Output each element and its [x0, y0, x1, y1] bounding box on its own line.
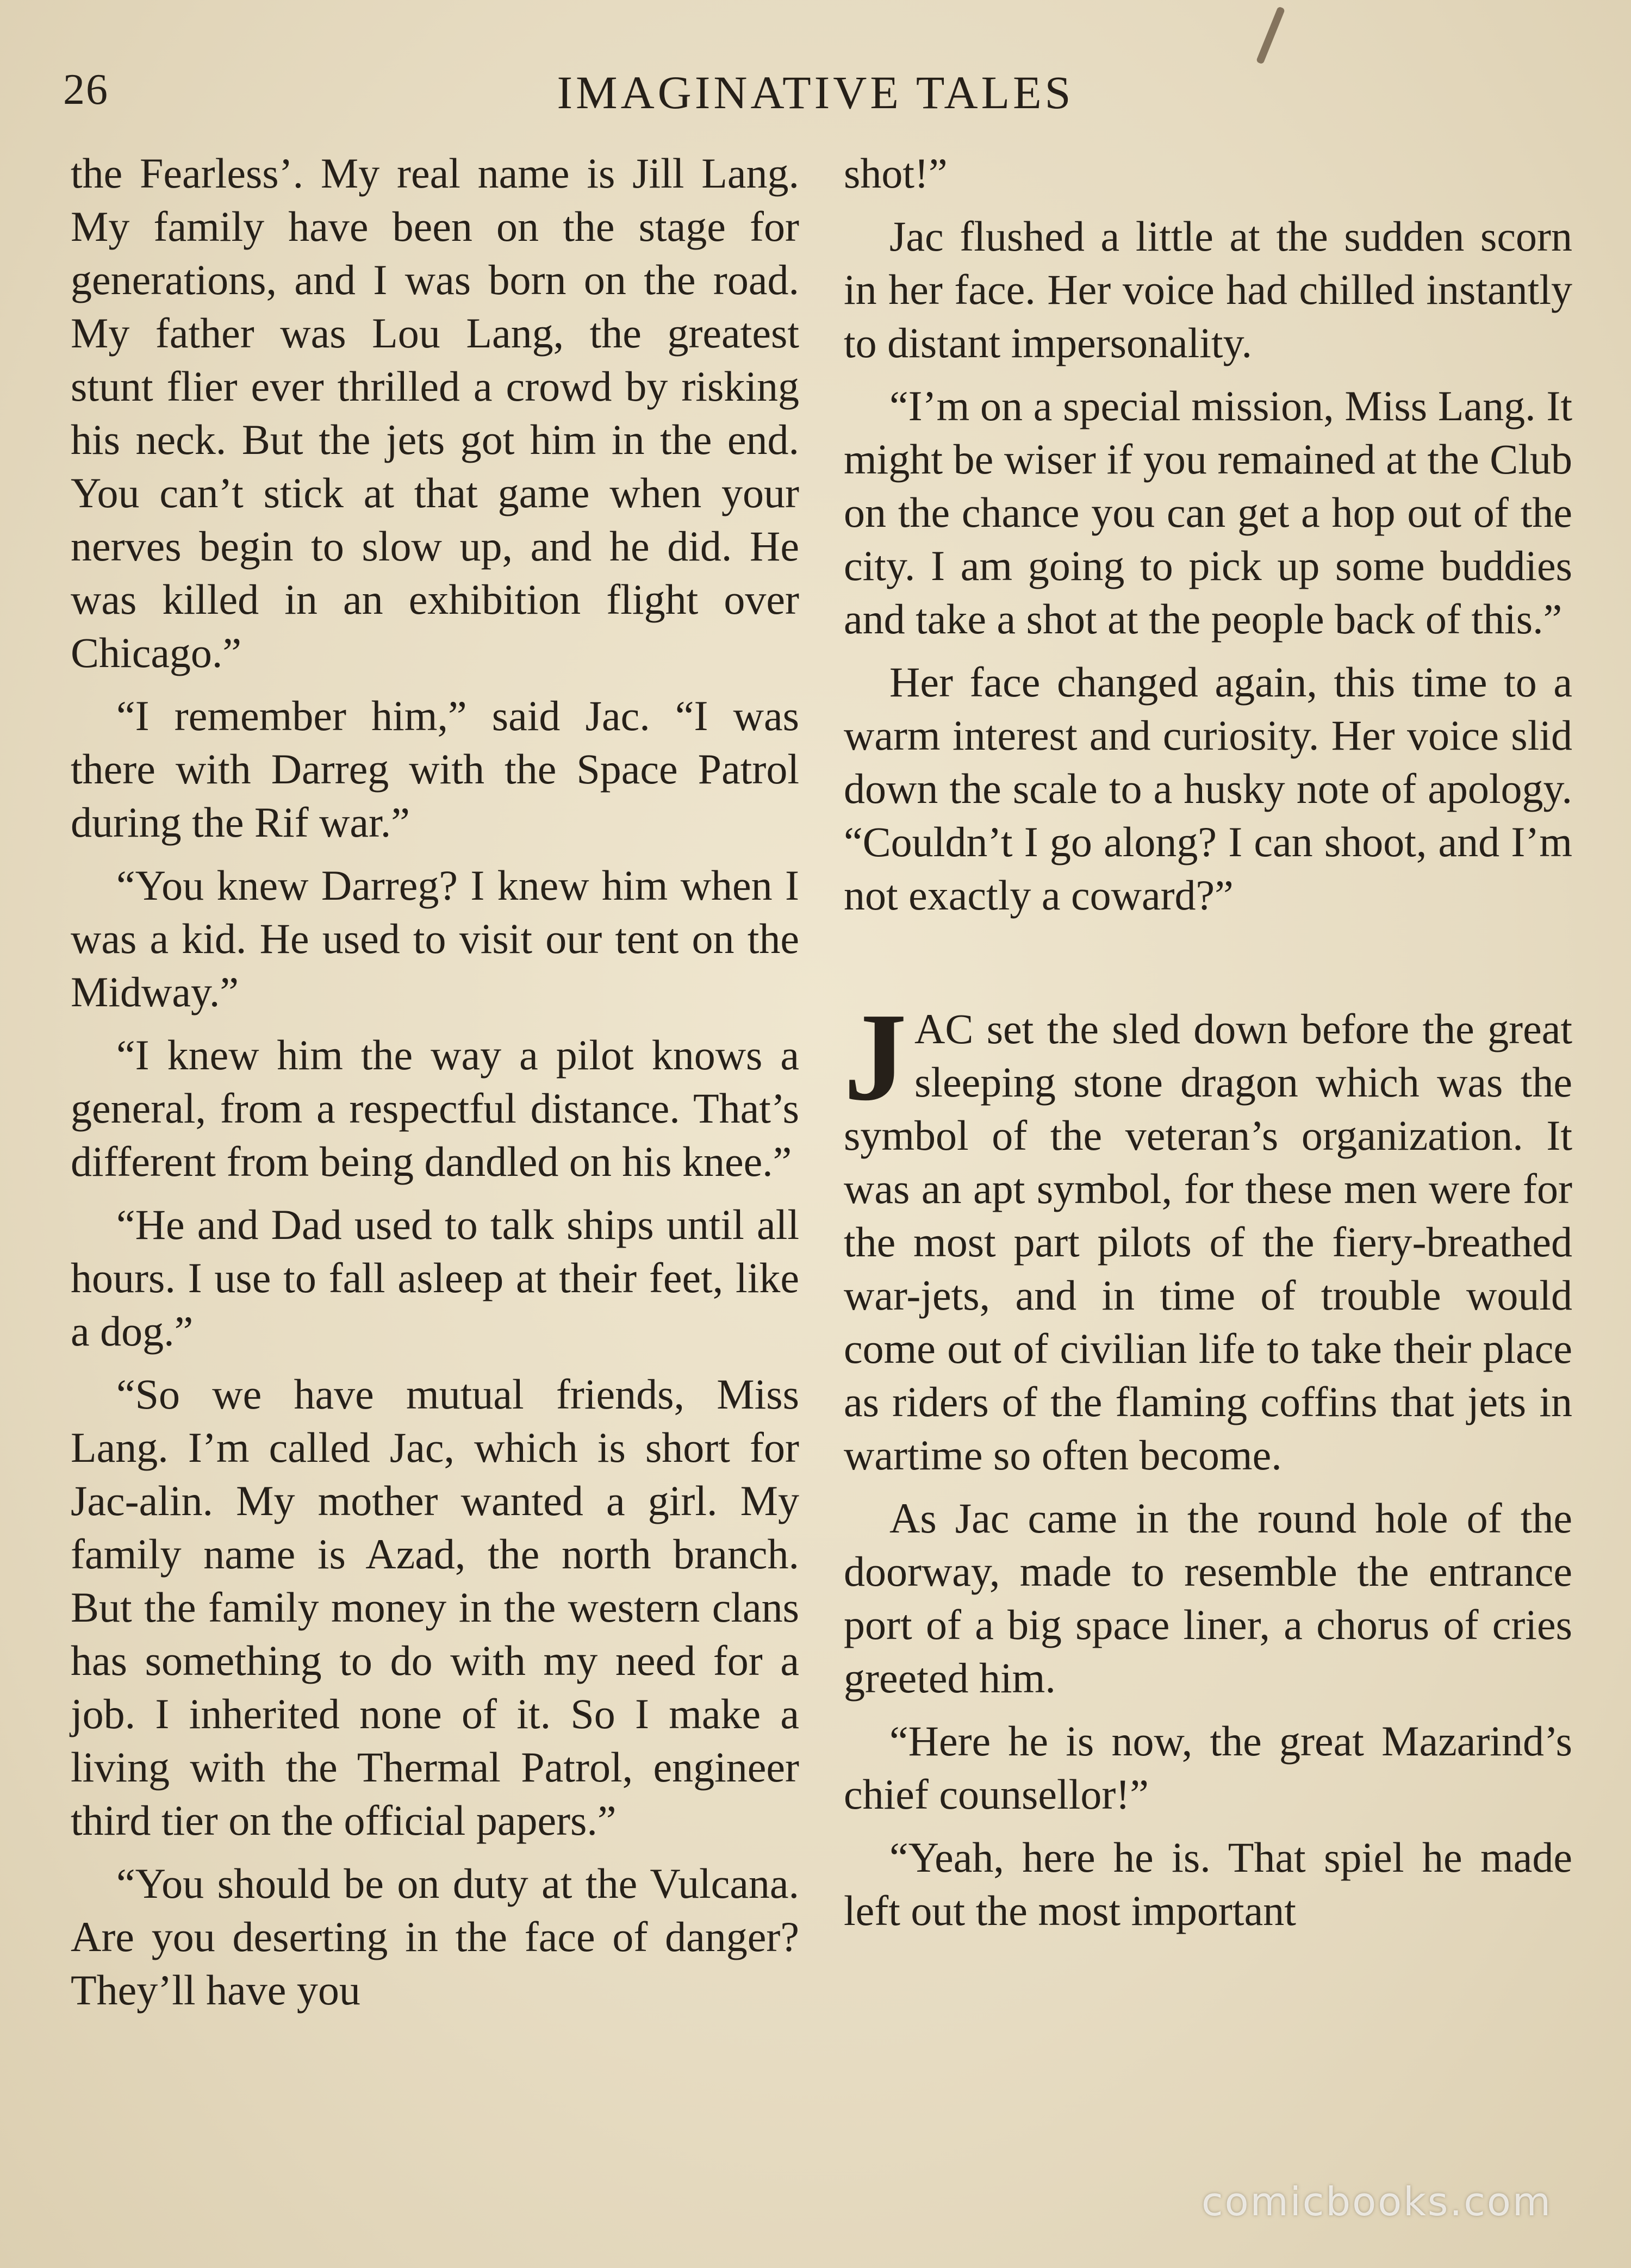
right-column — [844, 147, 1572, 1947]
paragraph: Her face changed again, this time to a warm interest and curiosity. Her voice slid down the scale to a husky note of apology. “Couldn’t I go along? I can shoot, and I’m not exactly a coward?” — [844, 658, 1572, 919]
paragraph: “Here he is now, the great Mazarind’s chief counsellor!” — [844, 1717, 1572, 1818]
paragraph: “Yeah, here he is. That spiel he made left out the most important — [844, 1834, 1572, 1934]
paragraph: Jac flushed a little at the sudden scorn in her face. Her voice had chilled instantly to distant impersonality. — [844, 213, 1572, 366]
paragraph: “You should be on duty at the Vulcana. Are you deserting in the face of danger? They’ll have you — [71, 1860, 799, 2014]
section-break — [844, 932, 1572, 1002]
paragraph: the Fearless’. My real name is Jill Lang. My family have been on the stage for generations, and I was born on the road. My father was Lou Lang, the greatest stunt flier ever thrilled a crowd by risking his neck. But the jets got him in the end. You can’t stick at that game when your nerves begin to slow up, and he did. He was killed in an exhibition flight over Chicago.” — [71, 149, 799, 676]
left-column — [71, 147, 799, 2027]
paragraph: As Jac came in the round hole of the doorway, made to resemble the entrance port of a big space liner, a chorus of cries greeted him. — [844, 1494, 1572, 1702]
running-title: IMAGINATIVE TALES — [557, 66, 1074, 119]
paragraph: “So we have mutual friends, Miss Lang. I’m called Jac, which is short for Jac-alin. My mother wanted a girl. My family name is Azad, the north branch. But the family money in the western clans has something to do with my need for a job. I inherited none of it. So I make a living with the Thermal Patrol, engineer third tier on the official papers.” — [71, 1370, 799, 1844]
paragraph: “I’m on a special mission, Miss Lang. It might be wiser if you remained at the Club on the chance you can get a hop out of the city. I am going to pick up some buddies and take a shot at the people back of this.” — [844, 382, 1572, 643]
page-number: 26 — [63, 66, 109, 114]
paper-speck — [1256, 6, 1285, 64]
section-opening-paragraph — [844, 987, 1572, 1482]
paragraph: shot!” — [844, 149, 948, 197]
paragraph: “You knew Darreg? I knew him when I was a kid. He used to visit our tent on the Midway.” — [71, 862, 799, 1015]
paragraph: “He and Dad used to talk ships until all hours. I use to fall asleep at their feet, like a dog.” — [71, 1201, 799, 1355]
drop-cap: J — [844, 987, 907, 1127]
page-header — [0, 60, 1631, 120]
section-opening-text: AC set the sled down before the great sleeping stone dragon which was the symbol of the veteran’s organization. It was an apt symbol, for these men were for the most part pilots of the fiery-breathed war-jets, and in time of trouble would come out of civilian life to take their place as riders of the flaming coffins that jets in wartime so often become. — [844, 1005, 1572, 1479]
watermark: comicbooks.com — [1202, 2179, 1553, 2225]
paragraph: “I remember him,” said Jac. “I was there with Darreg with the Space Patrol during the Rif war.” — [71, 692, 799, 846]
paragraph: “I knew him the way a pilot knows a general, from a respectful distance. That’s different from being dandled on his knee.” — [71, 1031, 799, 1185]
